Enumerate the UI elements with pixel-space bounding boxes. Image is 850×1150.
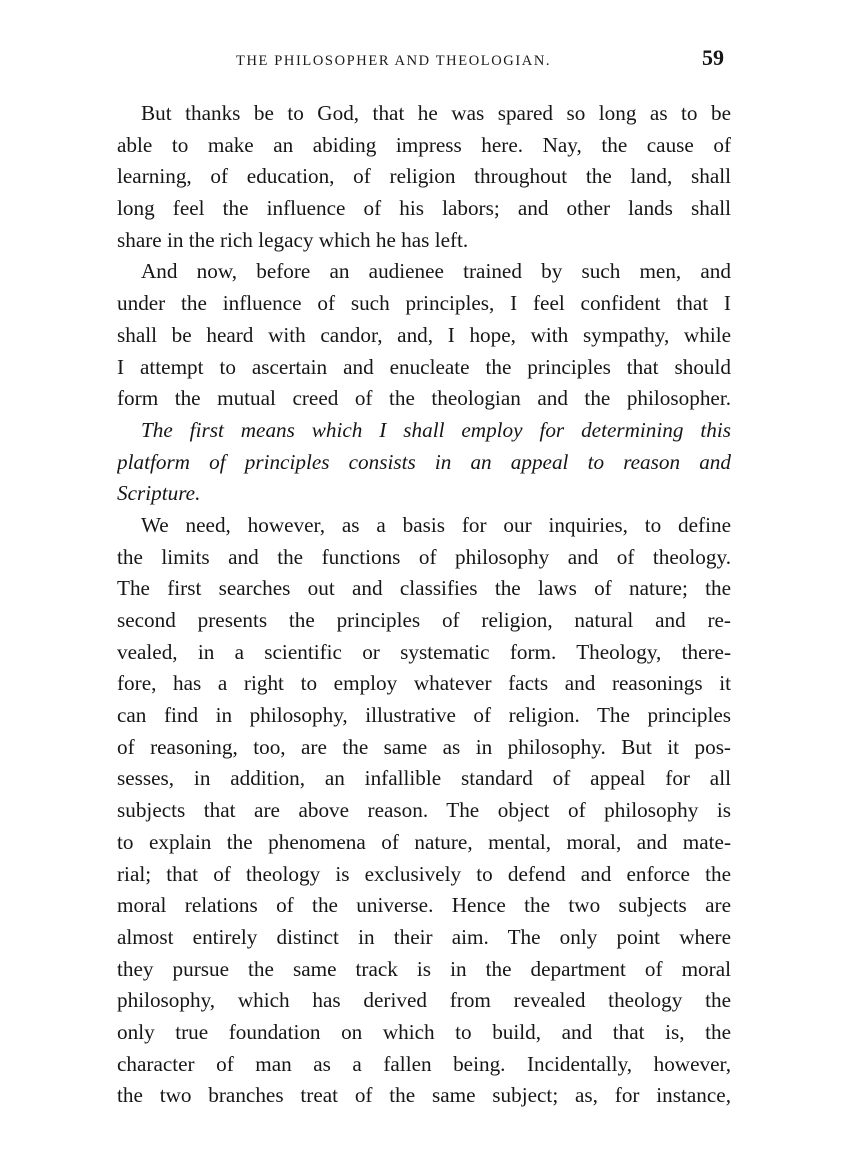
text-line: I attempt to ascertain and enucleate the principles that should [117, 354, 731, 379]
text-line: character of man as a fallen being. Incidentally, however, [117, 1051, 731, 1076]
text-line: But thanks be to God, that he was spared so long as to be [141, 101, 731, 125]
text-line: learning, of education, of religion throughout the land, shall [117, 164, 731, 189]
text-line: We need, however, as a basis for our inquiries, to define [141, 512, 731, 537]
text-line: share in the rich legacy which he has left. [117, 227, 469, 252]
text-line: of reasoning, too, are the same as in philosophy. But it pos- [117, 734, 731, 759]
text-line: they pursue the same track is in the department of moral [117, 956, 731, 981]
text-line: And now, before an audienee trained by such men, and [141, 259, 731, 284]
text-line: moral relations of the universe. Hence the two subjects are [117, 893, 731, 918]
text-line: long feel the influence of his labors; and other lands shall [117, 196, 731, 221]
text-line: fore, has a right to employ whatever facts and reasonings it [117, 671, 731, 696]
text-line: able to make an abiding impress here. Nay, the cause of [117, 132, 731, 157]
text-line: only true foundation on which to build, and that is, the [117, 1019, 731, 1044]
text-line: form the mutual creed of the theologian and the philosopher. [117, 386, 731, 411]
body-text [117, 98, 731, 1112]
text-line: almost entirely distinct in their aim. The only point where [117, 924, 731, 949]
text-line: the limits and the functions of philosophy and of theology. [117, 544, 731, 569]
text-line: philosophy, which has derived from revealed theology the [117, 988, 731, 1013]
text-line: shall be heard with candor, and, I hope, with sympathy, while [117, 322, 731, 347]
italic-text-line: The first means which I shall employ for determining this [141, 417, 731, 442]
text-line: under the influence of such principles, I feel confident that I [117, 291, 731, 316]
text-line: the two branches treat of the same subject; as, for instance, [117, 1083, 731, 1108]
text-line: to explain the phenomena of nature, mental, moral, and mate- [117, 829, 731, 854]
running-title: THE PHILOSOPHER AND THEOLOGIAN. [236, 53, 552, 69]
page-number: 59 [702, 45, 724, 70]
italic-text-line: Scripture. [117, 481, 201, 506]
text-line: vealed, in a scientific or systematic form. Theology, there- [117, 639, 731, 664]
text-line: sesses, in addition, an infallible standard of appeal for all [117, 766, 731, 791]
running-header [0, 44, 850, 78]
text-line: can find in philosophy, illustrative of religion. The principles [117, 703, 731, 728]
italic-text-line: platform of principles consists in an appeal to reason and [117, 449, 731, 474]
text-line: subjects that are above reason. The object of philosophy is [117, 798, 731, 823]
text-line: rial; that of theology is exclusively to defend and enforce the [117, 861, 731, 886]
text-line: second presents the principles of religion, natural and re- [117, 608, 731, 632]
text-line: The first searches out and classifies the laws of nature; the [117, 576, 731, 601]
